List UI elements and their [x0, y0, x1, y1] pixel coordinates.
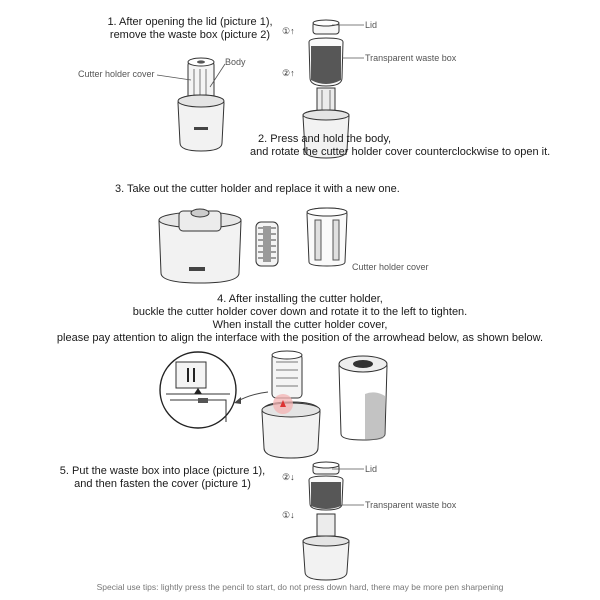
exploded-figure-bottom — [295, 462, 355, 582]
label-body: Body — [225, 57, 246, 67]
step4-line4: please pay attention to align the interface with the position of the arrowhead below, as shown below. — [56, 332, 544, 344]
label-waste-box-top: Transparent waste box — [365, 53, 457, 63]
label-waste-box-bottom: Transparent waste box — [365, 500, 457, 510]
step3-text: 3. Take out the cutter holder and replace it with a new one. — [115, 183, 400, 195]
up-arrow: ↑ — [290, 68, 295, 78]
down-arrow: ↓ — [290, 510, 295, 520]
step4-line2: buckle the cutter holder cover down and rotate it to the left to tighten. — [132, 306, 468, 318]
step2-line2: and rotate the cutter holder cover counterclockwise to open it. — [250, 146, 551, 158]
step4-line3: When install the cutter holder cover, — [212, 319, 388, 331]
step-one-symbol: ① — [282, 510, 291, 520]
label-lid-top: Lid — [365, 20, 378, 30]
step-two-symbol: ② — [282, 472, 291, 482]
step-marker-1-top — [282, 26, 295, 37]
step-marker-2-bottom — [282, 472, 295, 483]
body-without-cover-figure — [155, 205, 245, 285]
label-lid-bottom: Lid — [365, 464, 378, 474]
up-arrow: ↑ — [290, 26, 295, 36]
step4-text — [0, 293, 600, 345]
step-marker-2-top — [282, 68, 295, 79]
align-sharpener-figure — [258, 350, 328, 460]
step1-text — [90, 16, 290, 42]
step1-line1: 1. After opening the lid (picture 1), — [107, 16, 273, 28]
sharpener-assembled-figure — [335, 350, 390, 442]
step-one-symbol: ① — [282, 26, 291, 36]
step5-line1: 5. Put the waste box into place (picture 1), — [59, 465, 266, 477]
special-use-tip: Special use tips: lightly press the pencil to start, do not press down hard, there may be more pen sharpening — [96, 582, 504, 592]
step2-text — [250, 133, 551, 159]
step5-text — [55, 465, 270, 491]
step5-line2: and then fasten the cover (picture 1) — [74, 478, 251, 490]
zoom-detail-circle — [158, 350, 238, 430]
step1-line2: remove the waste box (picture 2) — [109, 29, 271, 41]
step-two-symbol: ② — [282, 68, 291, 78]
down-arrow: ↓ — [290, 472, 295, 482]
step2-line1: 2. Press and hold the body, — [258, 133, 392, 145]
cutter-holder-cover-figure — [303, 206, 351, 268]
step-marker-1-bottom — [282, 510, 295, 521]
cutter-holder-figure — [250, 218, 286, 270]
step4-line1: 4. After installing the cutter holder, — [217, 293, 383, 305]
label-cutter-holder-cover-2: Cutter holder cover — [352, 262, 429, 272]
label-cutter-holder-cover-1: Cutter holder cover — [78, 69, 155, 79]
